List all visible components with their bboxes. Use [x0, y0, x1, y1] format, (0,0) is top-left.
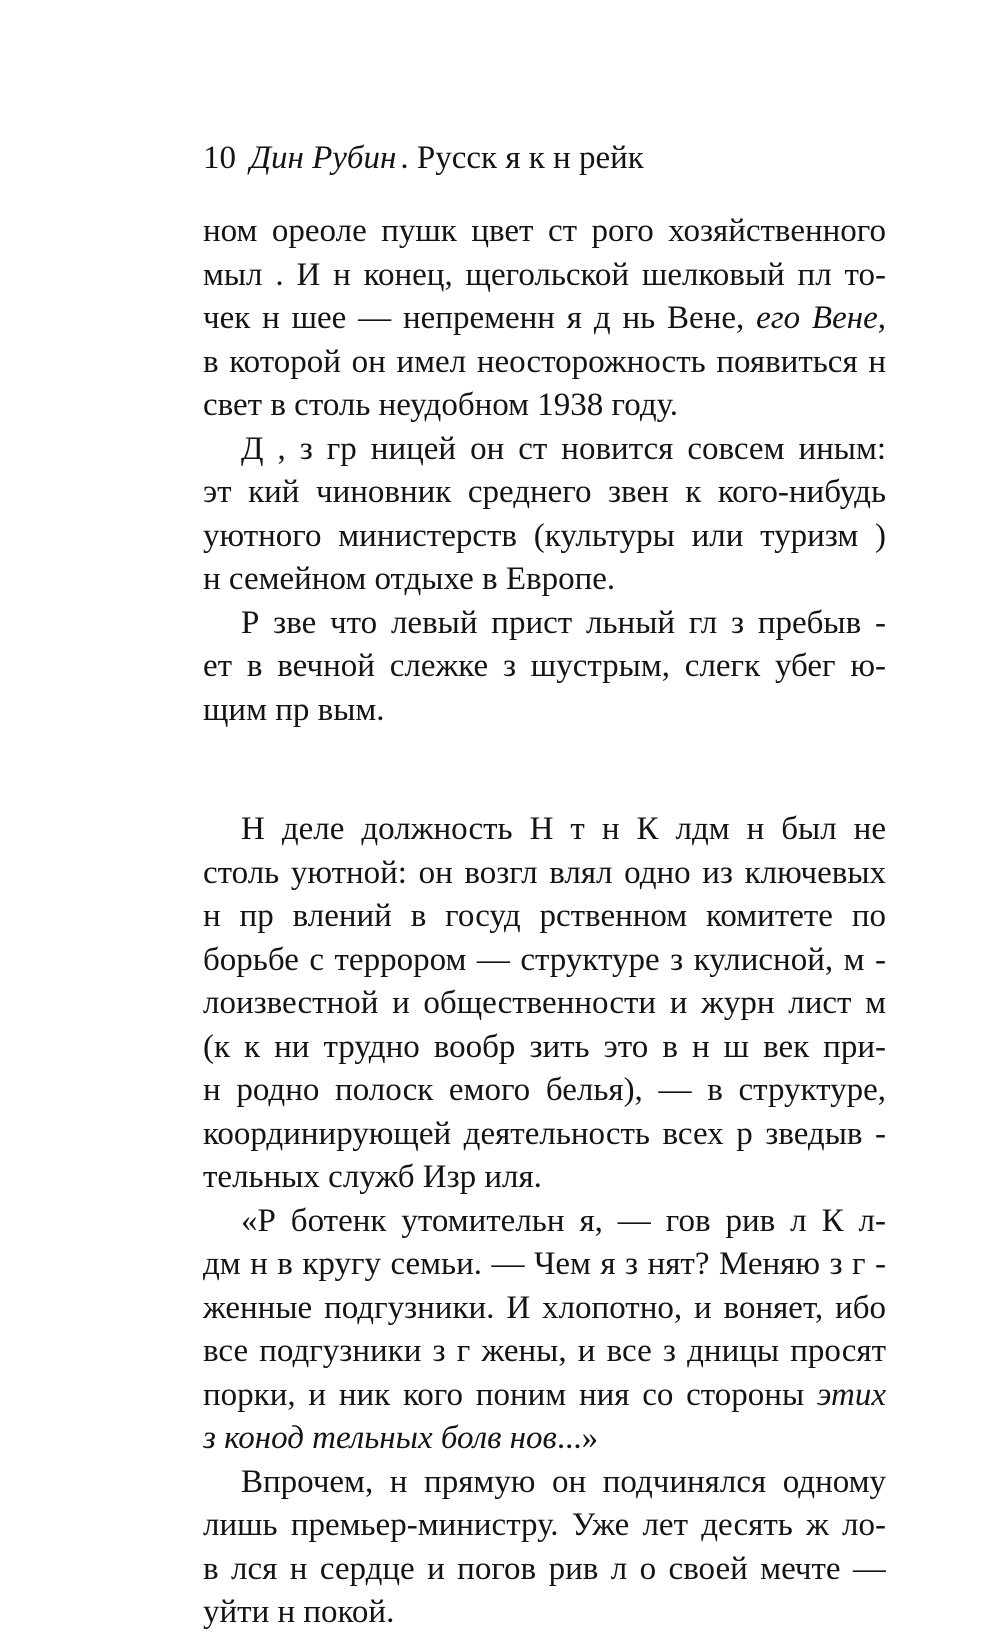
text-line: ном ореоле пушк цвет ст рого хозяйственного — [203, 213, 886, 249]
text-line: лишь премьер-министру. Уже лет десять ж ло- — [203, 1507, 886, 1543]
italic-run: его Вене, — [756, 300, 886, 336]
header-author: Дин Рубин — [250, 140, 397, 176]
text-line: Р зве что левый прист льный гл з пребыв - — [241, 604, 886, 641]
italic-run: этих — [816, 1376, 886, 1413]
text-line: борьбе с террором — структуре з кулисной, м - — [203, 941, 886, 978]
text-line: уйти н покой. — [203, 1594, 395, 1630]
text-line: н семейном отдыхе в Европе. — [203, 561, 616, 597]
text-line: столь уютной: он возгл влял одно из ключевых — [203, 854, 886, 891]
text-line: ет в вечной слежке з шустрым, слегк убег ю- — [203, 648, 886, 684]
text-line: «Р ботенк утомительн я, — гов рив л К л- — [241, 1202, 886, 1239]
italic-run: з конод тельных болв нов — [203, 1420, 557, 1456]
paragraph — [203, 428, 886, 602]
text-line: тельных служб Изр иля. — [203, 1159, 542, 1195]
paragraph — [203, 602, 886, 733]
text-line: в которой он имел неосторожность появиться н — [203, 343, 886, 380]
body-text — [203, 210, 886, 1635]
text-line: щим пр вым. — [203, 691, 385, 728]
text-line: н пр влений в госуд рственном комитете по — [203, 898, 886, 934]
page-number: 10 — [203, 140, 236, 176]
text-line: (к к ни трудно вообр зить это в н ш век при- — [203, 1028, 886, 1065]
text-line — [203, 1417, 886, 1461]
text-line: лоизвестной и общественности и журн лист м — [203, 985, 886, 1021]
text-line: Д , з гр ницей он ст новится совсем иным: — [241, 430, 886, 467]
paragraph — [203, 808, 886, 1200]
text-run: чек н шее — непременн я д нь Вене, — [203, 300, 757, 336]
text-line: в лся н сердце и погов рив л о своей мечте — — [203, 1550, 886, 1587]
text-line: эт кий чиновник среднего звен к кого-нибудь — [203, 474, 886, 510]
text-line: свет в столь неудобном 1938 году. — [203, 387, 679, 423]
paragraph — [203, 1200, 886, 1461]
section-break — [203, 732, 886, 808]
paragraph — [203, 210, 886, 428]
text-line: Н деле должность Н т н К лдм н был не — [241, 811, 886, 847]
text-run: ...» — [556, 1420, 599, 1456]
text-line: мыл . И н конец, щегольской шелковый пл то- — [203, 256, 886, 293]
text-line: н родно полоск емого белья), — в структуре, — [203, 1072, 886, 1108]
text-run: порки, и ник кого поним ния со стороны — [203, 1376, 817, 1413]
text-line — [203, 297, 886, 341]
text-line: все подгузники з г жены, и все з дницы просят — [203, 1333, 886, 1369]
text-line: уютного министерств (культуры или туризм ) — [203, 517, 886, 554]
text-line: Впрочем, н прямую он подчинялся одному — [241, 1463, 886, 1500]
header-title: . Русск я к н рейк — [400, 140, 644, 176]
text-line: координирующей деятельность всех р зведыв - — [203, 1115, 886, 1152]
running-header — [203, 138, 644, 178]
text-line: женные подгузники. И хлопотно, и воняет, ибо — [203, 1289, 886, 1326]
paragraph — [203, 1461, 886, 1635]
text-line: дм н в кругу семьи. — Чем я з нят? Меняю з г - — [203, 1246, 886, 1282]
text-line — [203, 1374, 886, 1418]
